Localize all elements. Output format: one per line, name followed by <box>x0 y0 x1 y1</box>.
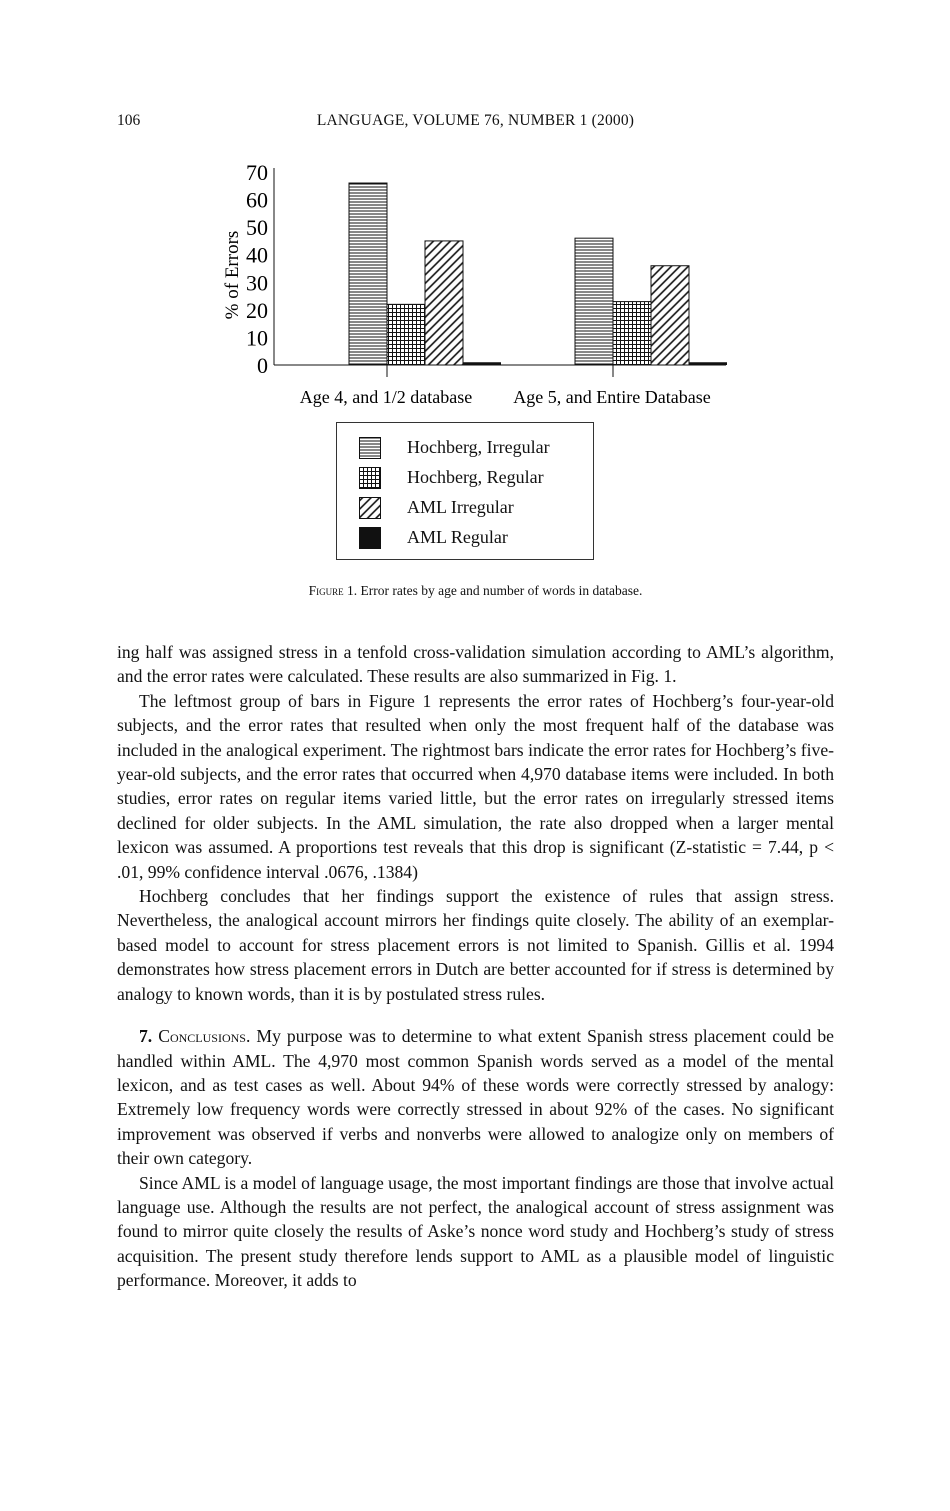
legend-item-aml-regular <box>359 525 589 551</box>
legend-label: Hochberg, Regular <box>407 467 544 487</box>
bar <box>575 238 613 365</box>
y-tick-label: 50 <box>246 215 268 241</box>
bar <box>613 302 651 365</box>
bar-chart <box>0 0 950 420</box>
paragraph: The leftmost group of bars in Figure 1 represents the error rates of Hochberg’s four-year-old subjects, and the error rates that resulted when only the most frequent half of the database was included in the analogical experiment. The rightmost bars indicate the error rates for Hochberg’s five-year-old subjects, and the error rates that occurred when 4,970 database items were included. In both studies, error rates on regular items varied little, but the error rates on irregularly stressed items declined for older subjects. In the AML simulation, the rate also dropped when a larger mental lexicon was assumed. A proportions test reveals that this drop is significant (Z-statistic = 7.44, p < .01, 99% confidence interval .0676, .1384) <box>117 690 834 882</box>
paragraph: ing half was assigned stress in a tenfold cross-validation simulation according to AML’s algorithm, and the error rates were calculated. These results are also summarized in Fig. 1. <box>117 642 834 687</box>
section-paragraph <box>117 1024 834 1170</box>
bar <box>463 362 501 365</box>
running-head: LANGUAGE, VOLUME 76, NUMBER 1 (2000) <box>316 112 635 129</box>
section-title: Conclusions. <box>158 1026 251 1047</box>
figure-caption <box>117 583 834 599</box>
y-tick-label: 0 <box>257 353 268 378</box>
legend-item-aml-irregular <box>359 495 589 521</box>
page-number: 106 <box>117 112 141 129</box>
y-tick-label: 20 <box>246 297 268 323</box>
y-axis-label: % of Errors <box>222 230 243 320</box>
paragraph: Hochberg concludes that her findings support the existence of rules that assign stress. Nevertheless, the analogical account mirrors her findings quite closely. The ability of an exemplar-based model to account for stress placement errors is not limited to Spanish. Gillis et al. 1994 demonstrates how stress placement errors in Dutch are better accounted for if stress is determined by analogy to known words, than it is by postulated stress rules. <box>117 886 834 1004</box>
paragraph: Since AML is a model of language usage, the most important findings are those that involve actual language use. Although the results are not perfect, the analogical account of stress assignment was found to mirror quite closely the results of Aske’s nonce word study and Hochberg’s study of stress acquisition. The present study therefore lends support to AML as a plausible model of linguistic performance. Moreover, it adds to <box>117 1172 834 1291</box>
legend-item-hochberg-regular <box>359 465 589 491</box>
bar <box>425 241 463 365</box>
y-tick-label: 10 <box>246 325 268 351</box>
chart-legend <box>336 422 594 560</box>
bar <box>349 183 387 365</box>
legend-label: Hochberg, Irregular <box>407 437 550 457</box>
bar <box>651 266 689 365</box>
caption-text: 1. Error rates by age and number of words in database. <box>346 583 643 598</box>
legend-swatch-diagonal-lines <box>359 497 381 519</box>
legend-swatch-horizontal-lines <box>359 437 381 459</box>
y-tick-label: 30 <box>246 270 268 296</box>
legend-label: AML Irregular <box>407 497 514 517</box>
section-number: 7. <box>139 1026 153 1047</box>
body-text <box>117 640 834 1293</box>
y-tick-label: 40 <box>246 242 268 268</box>
x-category-label: Age 4, and 1/2 database <box>299 387 473 407</box>
legend-swatch-solid-black <box>359 527 381 549</box>
paragraph-text: My purpose was to determine to what extent Spanish stress placement could be handled within AML. The 4,970 most common Spanish words served as a model of the mental lexicon, and as test cases as well. About 94% of these words were correctly stressed by analogy: Extremely low frequency words were correctly stressed in about 92% of the cases. No significant improvement was observed if verbs and nonverbs were allowed to analogize only on members of their own category. <box>117 1026 834 1169</box>
caption-label: Figure <box>308 583 344 598</box>
legend-swatch-grid <box>359 467 381 489</box>
bar <box>387 304 425 365</box>
bar <box>689 362 727 365</box>
y-tick-label: 70 <box>246 160 268 185</box>
x-category-label: Age 5, and Entire Database <box>513 387 711 407</box>
y-tick-label: 60 <box>246 187 268 213</box>
legend-item-hochberg-irregular <box>359 435 589 461</box>
legend-label: AML Regular <box>407 527 508 547</box>
